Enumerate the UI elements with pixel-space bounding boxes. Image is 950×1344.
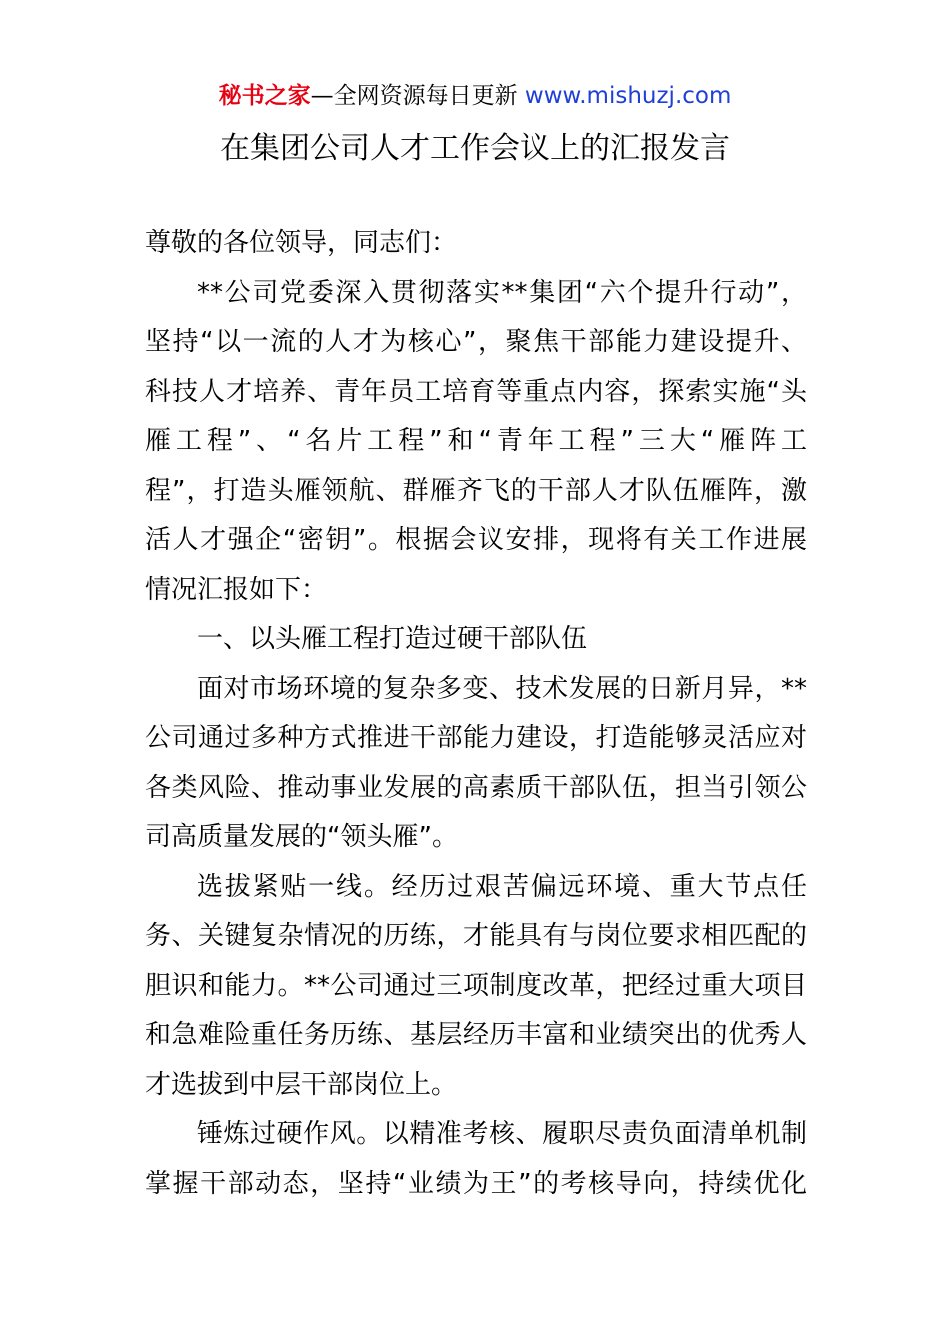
- paragraph-line: 活人才强企“密钥”。根据会议安排，现将有关工作进展: [145, 525, 807, 555]
- paragraph-line: 情况汇报如下：: [145, 574, 328, 605]
- paragraph-line: **公司党委深入贯彻落实**集团“六个提升行动”，: [197, 277, 807, 308]
- paragraph-line: 科技人才培养、青年员工培育等重点内容，探索实施“头: [145, 376, 807, 407]
- paragraph-line: 程”，打造头雁领航、群雁齐飞的干部人才队伍雁阵，激: [145, 475, 807, 506]
- paragraph-line: 和急难险重任务历练、基层经历丰富和业绩突出的优秀人: [145, 1020, 807, 1050]
- paragraph-line: 公司通过多种方式推进干部能力建设，打造能够灵活应对: [145, 723, 807, 753]
- paragraph-line: 面对市场环境的复杂多变、技术发展的日新月异，**: [197, 673, 807, 704]
- paragraph-line: 锤炼过硬作风。以精准考核、履职尽责负面清单机制: [197, 1119, 807, 1149]
- paragraph-line: 务、关键复杂情况的历练，才能具有与岗位要求相匹配的: [145, 921, 807, 951]
- paragraph-line: 才选拔到中层干部岗位上。: [145, 1069, 458, 1100]
- brand-name[interactable]: 秘书之家: [218, 83, 311, 109]
- paragraph-line: 选拔紧贴一线。经历过艰苦偏远环境、重大节点任: [197, 871, 807, 902]
- section-heading: 一、以头雁工程打造过硬干部队伍: [197, 624, 588, 654]
- site-slogan: —全网资源每日更新: [310, 83, 525, 109]
- salutation-line: 尊敬的各位领导，同志们：: [145, 228, 458, 258]
- site-url-link[interactable]: www.mishuzj.com: [524, 83, 732, 109]
- paragraph-line: 掌握干部动态，坚持“业绩为王”的考核导向，持续优化: [145, 1168, 807, 1199]
- paragraph-line: 坚持“以一流的人才为核心”，聚焦干部能力建设提升、: [145, 327, 807, 357]
- document-body: [145, 219, 807, 1209]
- site-header: [0, 80, 950, 112]
- paragraph-line: 胆识和能力。**公司通过三项制度改革，把经过重大项目: [145, 970, 807, 1001]
- paragraph-line: 司高质量发展的“领头雁”。: [145, 822, 458, 852]
- paragraph-line: 雁工程”、“名片工程”和“青年工程”三大“雁阵工: [145, 426, 807, 456]
- paragraph-line: 各类风险、推动事业发展的高素质干部队伍，担当引领公: [145, 772, 807, 803]
- document-title: 在集团公司人才工作会议上的汇报发言: [220, 131, 730, 166]
